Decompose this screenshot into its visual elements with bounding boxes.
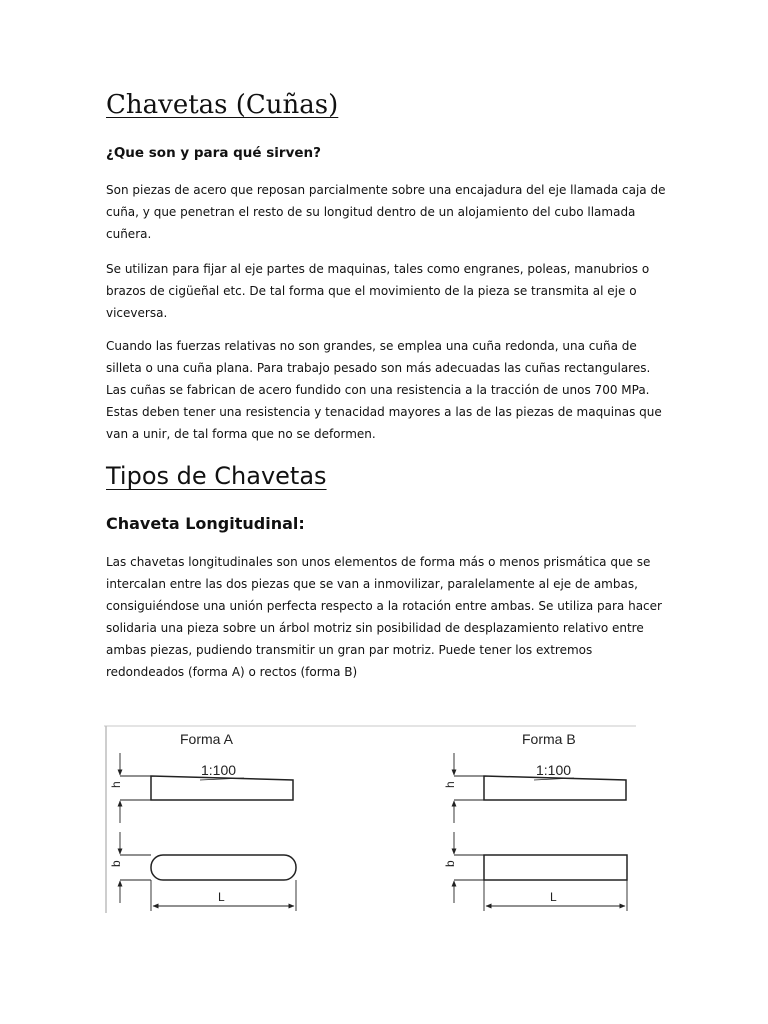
form-a-side-view [151, 776, 293, 800]
form-a-top-view [151, 855, 296, 880]
key-forms-drawing [104, 725, 636, 913]
subsection-title: Chaveta Longitudinal: [106, 514, 305, 533]
form-b-b-label: b [443, 860, 457, 867]
form-a-b-label: b [109, 860, 123, 867]
section-title: Tipos de Chavetas [106, 462, 327, 490]
form-a-h-label: h [109, 781, 123, 788]
form-b-h-label: h [443, 781, 457, 788]
paragraph-materials: Cuando las fuerzas relativas no son grandes, se emplea una cuña redonda, una cuña de silleta o una cuña plana. Para trabajo pesado son más adecuadas las cuñas rectangulares. Las cuñas se fabrican de acero fundido con una resistencia a la tracción de unos 700 MPa. Estas deben tener una resistencia y tenacidad mayores a las de las piezas de maquinas que van a unir, de tal forma que no se deformen. [106, 339, 662, 441]
form-b-taper-label: 1:100 [536, 762, 572, 778]
paragraph-longitudinal: Las chavetas longitudinales son unos elementos de forma más o menos prismática que se intercalan entre las dos piezas que se van a inmovilizar, paralelamente al eje de ambas, consiguiéndose una unión perfecta respecto a la rotación entre ambas. Se utiliza para hacer solidaria una pieza sobre un árbol motriz sin posibilidad de desplazamiento relativo entre ambas piezas, pudiendo transmitir un gran par motriz. Puede tener los extremos redondeados (forma A) o rectos (forma B) [106, 555, 662, 679]
form-b-top-view [484, 855, 627, 880]
form-a-label: Forma A [180, 731, 233, 747]
paragraph-usage: Se utilizan para fijar al eje partes de maquinas, tales como engranes, poleas, manubrios o brazos de cigüeñal etc. De tal forma que el movimiento de la pieza se transmita al eje o viceversa. [106, 262, 650, 320]
form-a-L-label: L [218, 890, 225, 904]
form-b-L-label: L [550, 890, 557, 904]
key-forms-figure [104, 725, 636, 913]
form-a-taper-label: 1:100 [201, 762, 237, 778]
form-b-label: Forma B [522, 731, 576, 747]
form-b-side-view [484, 776, 626, 800]
question-heading: ¿Que son y para qué sirven? [106, 145, 321, 161]
document-title: Chavetas (Cuñas) [106, 90, 339, 120]
paragraph-definition: Son piezas de acero que reposan parcialmente sobre una encajadura del eje llamada caja de cuña, y que penetran el resto de su longitud dentro de un alojamiento del cubo llamada cuñera. [106, 183, 666, 241]
